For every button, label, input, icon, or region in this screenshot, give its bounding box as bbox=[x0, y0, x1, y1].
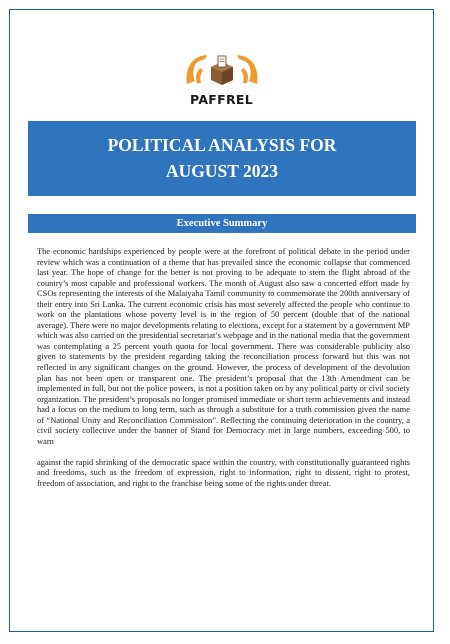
logo bbox=[10, 50, 433, 107]
title-banner bbox=[28, 121, 416, 196]
body-text bbox=[37, 246, 410, 489]
title-line-1: POLITICAL ANALYSIS FOR bbox=[107, 135, 337, 155]
paragraph: against the rapid shrinking of the democratic space within the country, with constitutionally guaranteed rights and freedoms, such as the freedom of expression, right to information, right to dissent, right to protest, freedom of association, and right to the franchise being some of the rights under threat. bbox=[37, 456, 410, 488]
section-header bbox=[28, 214, 416, 233]
title-line-2: AUGUST 2023 bbox=[166, 161, 278, 181]
hands-ballot-box-icon bbox=[183, 50, 261, 90]
logo-text: PAFFREL bbox=[190, 92, 253, 107]
document-page bbox=[9, 9, 434, 632]
section-title: Executive Summary bbox=[176, 218, 268, 229]
paragraph: The economic hardships experienced by people were at the forefront of political debate in the period under review which was a continuation of a theme that has prevailed since the economic collapse that commenced last year. The hope of change for the better is not proving to be adequate to stem the flight abroad of the country’s most capable and professional workers. The month of August also saw a concerted effort made by CSOs representing the interests of the Malaiyaha Tamil community to commemorate the 200th anniversary of their entry into Sri Lanka. The current economic crisis has most severely affected the people who continue to work on the plantations whose poverty level is in the region of 50 percent (double that of the national average). There were no major developments relating to elections, except for a statement by a government MP which was also carried on the presidential secretariat’s webpage and in the national media that the government was contemplating a 25 percent youth quota for local government. There was considerable publicity also given to statements by the president regarding taking the reconciliation process forward but this was not reflected in any significant changes on the ground. However, the process of development of the devolution plan has not been open or transparent one. The president’s proposal that the 13th Amendment can be implemented in full, but not the police powers, is not a position taken on by any political party or civil society organization. The president’s proposals no longer promised immediate or short term achievements and instead had a focus on the medium to long term, such as through a substitute for a truth commission given the name of “National Unity and Reconciliation Commission”. Reflecting the continuing deterioration in the country, a civil society collective under the banner of Stand for Democracy met in large numbers, exceeding 500, to warn bbox=[37, 246, 410, 446]
